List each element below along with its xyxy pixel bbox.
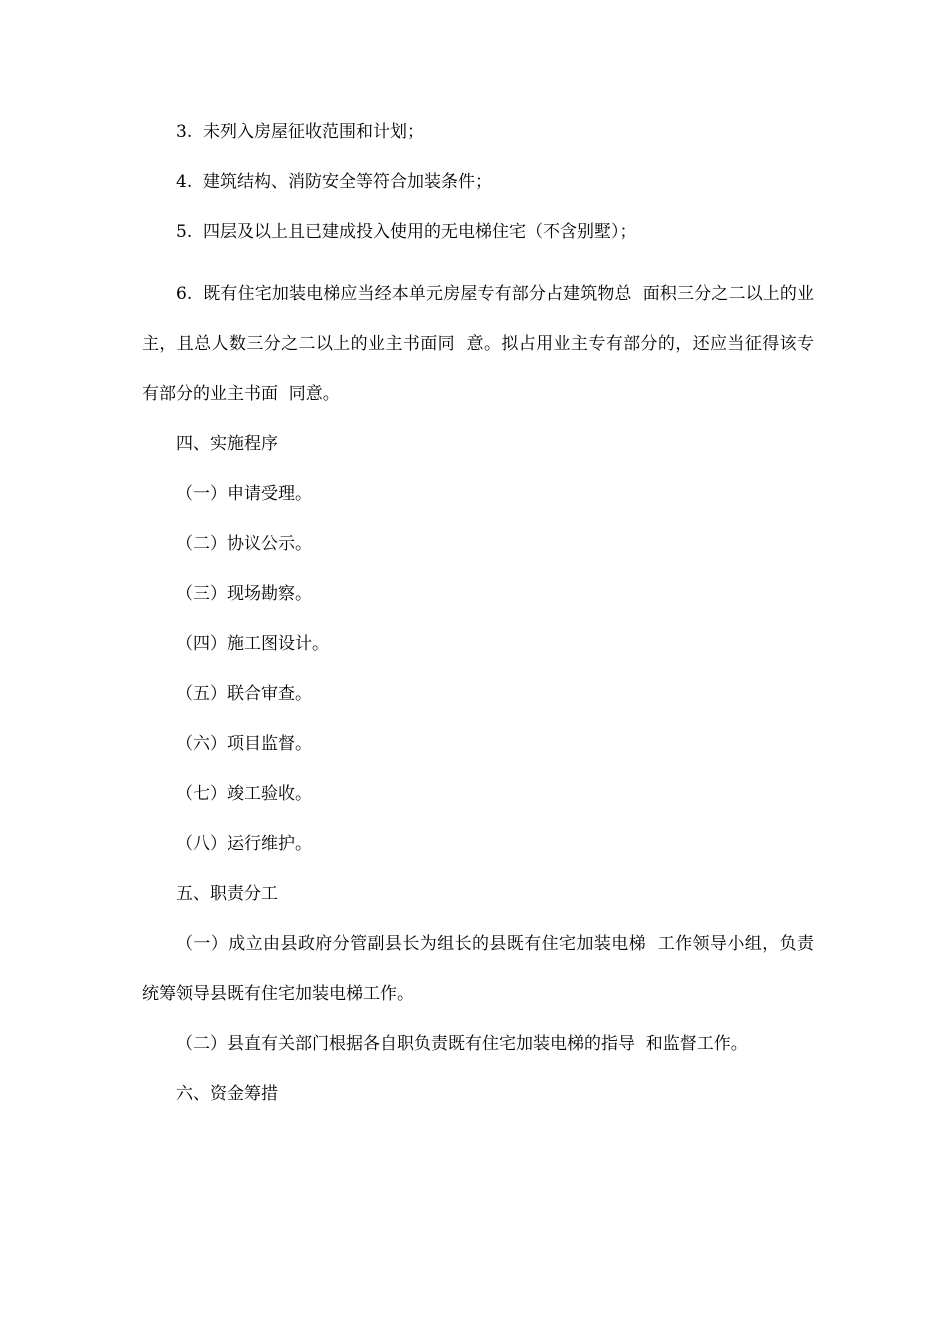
condition-item-4: 4. 建筑结构、消防安全等符合加装条件； <box>176 172 493 192</box>
section-heading-procedure: 四、实施程序 <box>176 434 278 454</box>
paragraph-gap <box>142 257 814 269</box>
procedure-step-8: （八）运行维护。 <box>176 834 312 854</box>
condition-item-6: 6. 既有住宅加装电梯应当经本单元房屋专有部分占建筑物总 面积三分之二以上的业主，且总人数三分之二以上的业主书面同 意。拟占用业主专有部分的，还应当征得该专有部分的业主书面 同意。 <box>142 284 814 404</box>
responsibility-item-1: （一）成立由县政府分管副县长为组长的县既有住宅加装电梯 工作领导小组，负责统筹领导县既有住宅加装电梯工作。 <box>142 934 814 1004</box>
section-heading-responsibilities: 五、职责分工 <box>176 884 278 904</box>
procedure-step-3: （三）现场勘察。 <box>176 584 312 604</box>
section-heading-funding: 六、资金筹措 <box>176 1084 278 1104</box>
procedure-step-1: （一）申请受理。 <box>176 484 312 504</box>
procedure-step-7: （七）竣工验收。 <box>176 784 312 804</box>
procedure-step-6: （六）项目监督。 <box>176 734 312 754</box>
procedure-step-5: （五）联合审查。 <box>176 684 312 704</box>
condition-item-5: 5. 四层及以上且已建成投入使用的无电梯住宅（不含别墅）； <box>176 222 637 242</box>
condition-item-3: 3. 未列入房屋征收范围和计划； <box>176 122 425 142</box>
procedure-step-4: （四）施工图设计。 <box>176 634 329 654</box>
responsibility-item-2: （二）县直有关部门根据各自职负责既有住宅加装电梯的指导 和监督工作。 <box>176 1034 748 1054</box>
procedure-step-2: （二）协议公示。 <box>176 534 312 554</box>
document-body <box>142 107 814 1119</box>
